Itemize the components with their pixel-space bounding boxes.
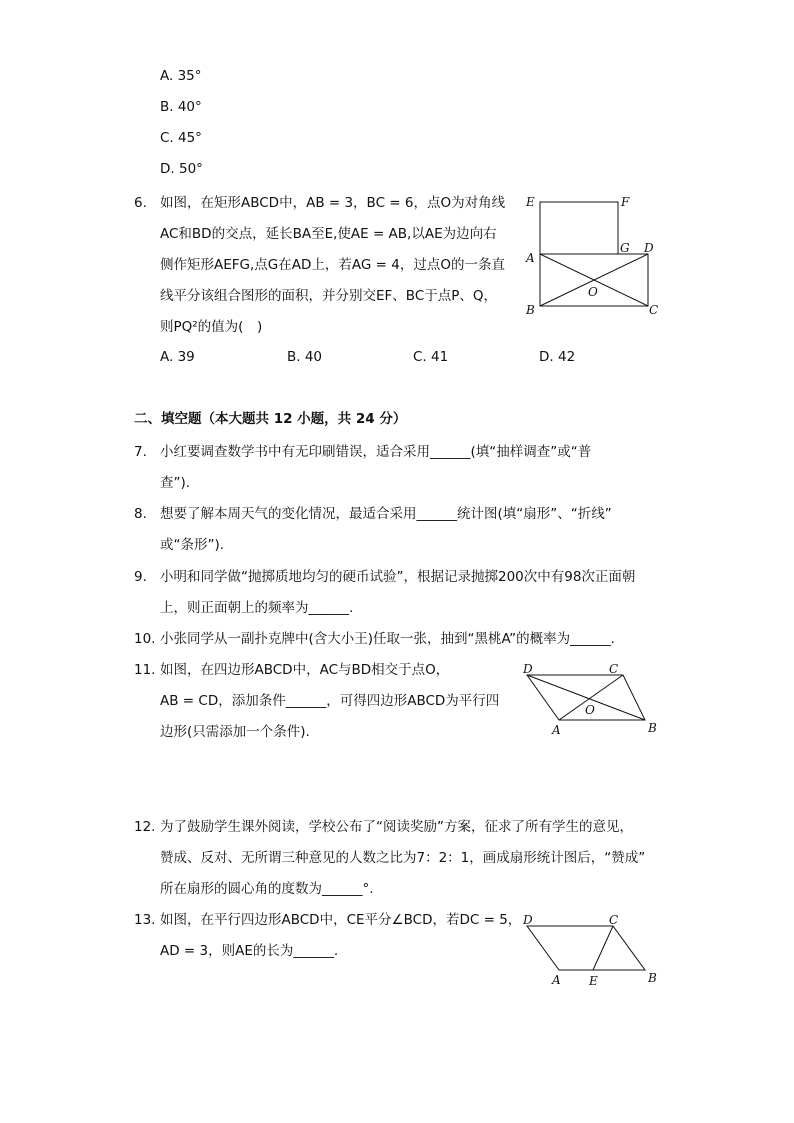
q11-label-o: O: [585, 703, 595, 717]
q13-figure: [515, 908, 665, 990]
q10-number: 10.: [134, 631, 156, 647]
q13-label-b: B: [648, 971, 657, 985]
q13-label-e: E: [589, 974, 598, 988]
q6-rect-aefg: [540, 202, 618, 254]
q6-option-b: B. 40: [287, 349, 323, 365]
q11-label-d: D: [523, 662, 533, 676]
q7-text-line-2: 查”).: [160, 475, 191, 491]
section-2-heading: 二、填空题（本大题共 12 小题，共 24 分）: [134, 411, 407, 427]
q6-text-line-1: 如图，在矩形ABCD中，AB = 3，BC = 6，点O为对角线: [160, 195, 506, 211]
q11-label-b: B: [648, 721, 657, 735]
q6-label-o: O: [588, 285, 598, 299]
q9-text-line-1: 小明和同学做“抛掷质地均匀的硬币试验”，根据记录抛掷200次中有98次正面朝: [160, 569, 636, 585]
q5-option-a: A. 35°: [160, 68, 202, 84]
q9-text-line-2: 上，则正面朝上的频率为______.: [160, 600, 354, 616]
q7-number: 7.: [134, 444, 147, 460]
q6-text-line-2: AC和BD的交点，延长BA至E,使AE = AB,以AE为边向右: [160, 226, 497, 242]
q5-option-b: B. 40°: [160, 99, 202, 115]
q6-option-d: D. 42: [539, 349, 576, 365]
q12-text-line-3: 所在扇形的圆心角的度数为______°.: [160, 881, 374, 897]
q11-number: 11.: [134, 662, 156, 678]
q6-number: 6.: [134, 195, 147, 211]
q8-number: 8.: [134, 506, 147, 522]
q6-label-d: D: [644, 241, 654, 255]
q11-text-line-3: 边形(只需添加一个条件).: [160, 724, 310, 740]
q6-label-g: G: [620, 241, 630, 255]
q6-text-line-4: 线平分该组合图形的面积，并分别交EF、BC于点P、Q，: [160, 288, 498, 304]
q13-text-line-1: 如图，在平行四边形ABCD中，CE平分∠BCD，若DC = 5，: [160, 912, 522, 928]
q6-text-line-5: 则PQ²的值为( ): [160, 319, 263, 335]
q12-text-line-1: 为了鼓励学生课外阅读，学校公布了“阅读奖励”方案，征求了所有学生的意见，: [160, 819, 633, 835]
q11-label-c: C: [609, 662, 619, 676]
q7-text-line-1: 小红要调查数学书中有无印刷错误，适合采用______(填“抽样调查”或“普: [160, 444, 592, 460]
q8-text-line-1: 想要了解本周天气的变化情况，最适合采用______统计图(填“扇形”、“折线”: [160, 506, 612, 522]
q11-label-a: A: [552, 723, 561, 737]
q13-label-d: D: [523, 913, 533, 927]
q9-number: 9.: [134, 569, 147, 585]
q8-text-line-2: 或“条形”).: [160, 537, 225, 553]
q12-text-line-2: 赞成、反对、无所谓三种意见的人数之比为7：2：1，画成扇形统计图后，“赞成”: [160, 850, 646, 866]
q6-label-c: C: [649, 303, 659, 317]
q6-label-b: B: [526, 303, 535, 317]
q6-figure: [520, 190, 670, 320]
q13-segment-ce: [593, 926, 613, 970]
q6-option-a: A. 39: [160, 349, 195, 365]
q12-number: 12.: [134, 819, 156, 835]
q13-label-c: C: [609, 913, 619, 927]
q13-number: 13.: [134, 912, 156, 928]
q10-text-line-1: 小张同学从一副扑克牌中(含大小王)任取一张，抽到“黑桃A”的概率为______.: [160, 631, 615, 647]
q6-label-f: F: [621, 195, 630, 209]
q5-option-d: D. 50°: [160, 161, 203, 177]
q6-label-a: A: [526, 251, 535, 265]
q6-label-e: E: [526, 195, 535, 209]
q11-text-line-1: 如图，在四边形ABCD中，AC与BD相交于点O，: [160, 662, 450, 678]
q6-option-c: C. 41: [413, 349, 449, 365]
q5-option-c: C. 45°: [160, 130, 202, 146]
q11-text-line-2: AB = CD，添加条件______，可得四边形ABCD为平行四: [160, 693, 500, 709]
q6-text-line-3: 侧作矩形AEFG,点G在AD上，若AG = 4，过点O的一条直: [160, 257, 505, 273]
q13-parallelogram: [527, 926, 645, 970]
q11-figure: [515, 660, 665, 740]
q13-text-line-2: AD = 3，则AE的长为______.: [160, 943, 339, 959]
q13-label-a: A: [552, 973, 561, 987]
